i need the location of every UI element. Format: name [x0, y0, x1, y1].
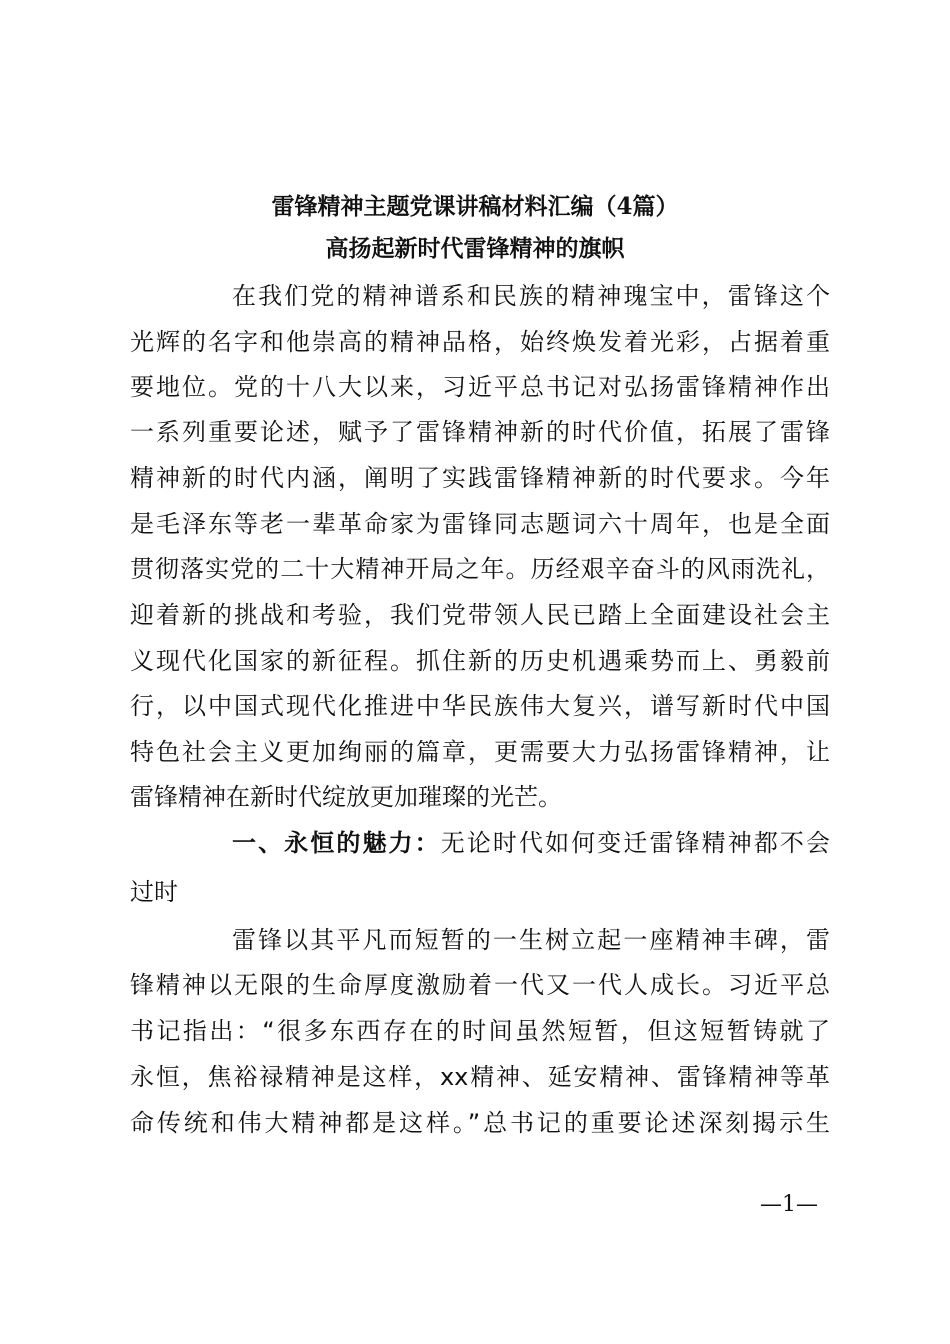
text-line: 一系列重要论述，赋予了雷锋精神新的时代价值，拓展了雷锋 [130, 418, 830, 446]
text-line: 命传统和伟大精神都是这样。”总书记的重要论述深刻揭示生 [130, 1109, 830, 1137]
text-line: 雷锋精神在新时代绽放更加璀璨的光芒。 [130, 783, 562, 811]
text-line: 锋精神以无限的生命厚度激励着一代又一代人成长。习近平总 [130, 971, 830, 999]
document-subtitle: 高扬起新时代雷锋精神的旗帜 [325, 235, 625, 262]
heading-line [232, 827, 830, 859]
heading-rest: 无论时代如何变迁雷锋精神都不会 [440, 829, 831, 857]
text-line: 贯彻落实党的二十大精神开局之年。历经艰辛奋斗的风雨洗礼， [130, 555, 830, 583]
document-title: 雷锋精神主题党课讲稿材料汇编（4篇） [271, 193, 679, 220]
text-line: 雷锋以其平凡而短暂的一生树立起一座精神丰碑，雷 [232, 926, 830, 954]
text-line: 行，以中国式现代化推进中华民族伟大复兴，谱写新时代中国 [130, 692, 830, 720]
heading-continuation: 过时 [130, 878, 178, 906]
page-number: —1— [760, 1192, 818, 1217]
text-line: 光辉的名字和他崇高的精神品格，始终焕发着光彩，占据着重 [130, 328, 830, 356]
text-line: 在我们党的精神谱系和民族的精神瑰宝中，雷锋这个 [232, 282, 830, 310]
text-line: 是毛泽东等老一辈革命家为雷锋同志题词六十周年，也是全面 [130, 510, 830, 538]
text-line: 要地位。党的十八大以来，习近平总书记对弘扬雷锋精神作出 [130, 373, 830, 401]
text-line: 永恒，焦裕禄精神是这样，xx精神、延安精神、雷锋精神等革 [130, 1063, 830, 1091]
text-line: 精神新的时代内涵，阐明了实践雷锋精神新的时代要求。今年 [130, 464, 830, 492]
text-line: 书记指出：“很多东西存在的时间虽然短暂，但这短暂铸就了 [130, 1017, 830, 1045]
text-line: 迎着新的挑战和考验，我们党带领人民已踏上全面建设社会主 [130, 601, 830, 629]
heading-bold: 一、永恒的魅力： [232, 829, 441, 857]
text-line: 义现代化国家的新征程。抓住新的历史机遇乘势而上、勇毅前 [130, 647, 830, 675]
text-line: 特色社会主义更加绚丽的篇章，更需要大力弘扬雷锋精神，让 [130, 738, 830, 766]
